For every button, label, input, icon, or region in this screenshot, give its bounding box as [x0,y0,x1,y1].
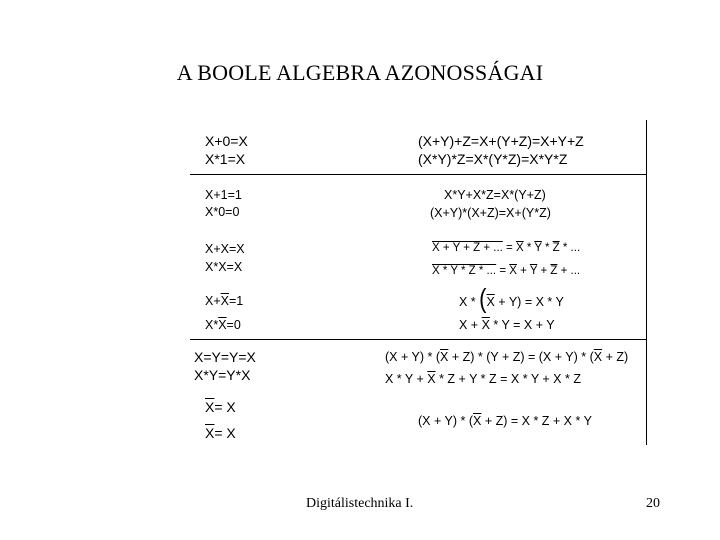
formula-part: + Z) [602,350,629,364]
negated-variable: X [205,425,215,441]
formula-part: + Z) = X * Z + X * Y [481,414,592,428]
identity-right-1b: (X*Y)*Z=X*(Y*Z)=X*Y*Z [418,151,568,167]
identity-right-3b [432,262,580,280]
negated-variable: $\overline{X}$ [440,350,449,364]
identity-right-5a [385,348,628,366]
identity-left-6a [205,398,236,416]
identity-left-4b [205,316,241,334]
negated-variable: $\overline{X}$ [481,318,490,332]
identity-right-4b [459,316,555,334]
identity-left-2b: X*0=0 [205,205,240,219]
page-title: A BOOLE ALGEBRA AZONOSSÁGAI [176,60,544,85]
formula-part: * Z + Y * Z = X * Y + X * Z [435,372,581,386]
negated-variable: $\overline{X}$ [220,294,229,308]
formula-part: + [516,265,530,277]
identity-left-1b: X*1=X [205,151,246,167]
negated-variable: $\overline{X}$ [427,372,436,386]
identity-right-3a [432,239,580,257]
table-divider [190,174,646,175]
negated-variable: $\overline{Z}$ [552,242,560,254]
negated-variable: $\overline{X}$ [473,414,482,428]
negated-variable: $\overline{Z}$ [550,265,558,277]
identity-left-4a [205,292,243,310]
identity-left-3b: X*X=X [205,260,243,274]
table-right-border [646,120,647,445]
formula-part: = [502,242,516,254]
formula-part: (X + Y) * ( [385,350,440,364]
footer-course-name: Digitálistechnika I. [306,496,414,511]
formula-part: + [537,265,551,277]
formula-part: X* [205,318,219,332]
formula-part: * Y = X + Y [489,318,555,332]
formula-part: = [496,265,510,277]
identity-right-2a: X*Y+X*Z=X*(Y+Z) [444,188,546,202]
negated-variable: X [205,399,215,415]
identity-right-5b [385,370,581,388]
formula-part: + ... [557,265,581,277]
page-number: 20 [646,496,660,511]
formula-part: * [541,242,553,254]
identity-right-4a [459,283,564,314]
negated-variable: $\overline{X}$ [486,295,495,309]
identity-right-1a: (X+Y)+Z=X+(Y+Z)=X+Y+Z [418,133,584,149]
table-divider [190,339,646,340]
formula-part: =1 [228,294,244,308]
negated-variable: $\overline{Y}$ [529,265,538,277]
negated-variable: $\overline{X}$ [509,265,517,277]
formula-part: X * [459,295,480,309]
double-negation [205,399,214,415]
negated-variable: $\overline{X}$ [218,318,227,332]
identity-left-3a: X+X=X [205,242,245,256]
identity-left-5a: X=Y=Y=X [194,349,256,365]
formula-part: = X [214,399,236,415]
formula-part: X * Y * Z * ... [432,265,497,277]
formula-part: X * Y + [385,372,428,386]
formula-part: + Z) * (Y + Z) = (X + Y) * ( [448,350,594,364]
identity-left-5b: X*Y=Y*X [194,367,251,383]
negated-variable: $\overline{X}$ [593,350,603,364]
identity-left-2a: X+1=1 [205,188,242,202]
formula-part: * ... [559,242,581,254]
formula-part: X + Y + Z + ... [432,242,503,254]
formula-part: =0 [226,318,241,332]
formula-part: (X + Y) * ( [418,414,473,428]
formula-part: = X [214,425,236,441]
formula-part: X+ [205,294,221,308]
formula-part: X + [459,318,482,332]
identity-left-6b [205,424,236,442]
identity-left-1a: X+0=X [205,133,248,149]
open-paren: ( [479,283,487,314]
negated-variable: $\overline{Y}$ [534,242,542,254]
negated-variable: $\overline{X}$ [515,242,524,254]
formula-part: * [523,242,535,254]
formula-part: + Y) = X * Y [494,295,564,309]
identity-right-6 [418,412,592,430]
double-negation [205,425,214,441]
identity-right-2b: (X+Y)*(X+Z)=X+(Y*Z) [430,206,551,220]
